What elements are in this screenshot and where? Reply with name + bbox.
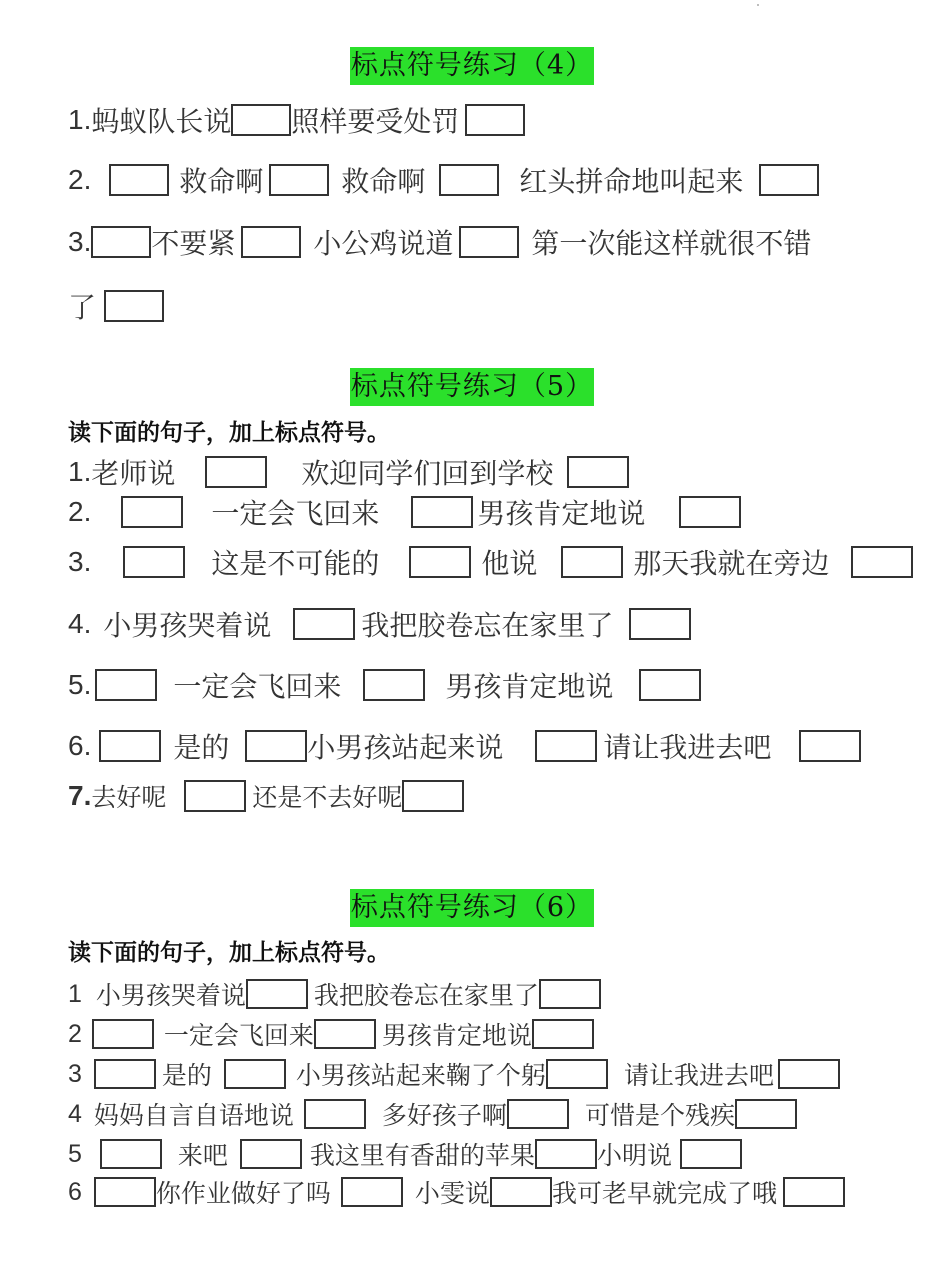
s5-item-3 — [68, 542, 913, 582]
s6-item-2 — [68, 1016, 594, 1052]
answer-box[interactable] — [269, 164, 329, 196]
answer-box[interactable] — [92, 1019, 154, 1049]
sentence-text: 是的 — [161, 1061, 212, 1090]
sentence-text: 小男孩哭着说 — [95, 981, 246, 1010]
answer-box[interactable] — [94, 1059, 156, 1089]
sentence-text: 我把胶卷忘在家里了 — [361, 609, 614, 642]
answer-box[interactable] — [539, 979, 601, 1009]
sentence-text: 多好孩子啊 — [381, 1101, 507, 1130]
answer-box[interactable] — [224, 1059, 286, 1089]
item-number: 3. — [68, 546, 92, 577]
answer-box[interactable] — [363, 669, 425, 701]
answer-box[interactable] — [341, 1177, 403, 1207]
answer-box[interactable] — [246, 979, 308, 1009]
answer-box[interactable] — [535, 1139, 597, 1169]
answer-box[interactable] — [121, 496, 183, 528]
sentence-text: 红头拼命地叫起来 — [519, 165, 744, 198]
item-number: 1 — [68, 979, 82, 1008]
sentence-text: 小公鸡说道 — [313, 227, 454, 260]
item-number: 1. — [68, 104, 92, 135]
answer-box[interactable] — [184, 780, 246, 812]
answer-box[interactable] — [439, 164, 499, 196]
answer-box[interactable] — [629, 608, 691, 640]
section-6-title: 标点符号练习（6） — [350, 889, 594, 927]
answer-box[interactable] — [231, 104, 291, 136]
sentence-text: 还是不去好呢 — [252, 783, 403, 812]
sentence-text: 小雯说 — [414, 1179, 490, 1208]
sentence-text: 照样要受处罚 — [291, 105, 460, 138]
item-number: 7. — [68, 780, 92, 811]
answer-box[interactable] — [123, 546, 185, 578]
s4-item-3-continued — [68, 286, 164, 326]
answer-box[interactable] — [240, 1139, 302, 1169]
item-number: 2. — [68, 164, 92, 195]
answer-box[interactable] — [91, 226, 151, 258]
answer-box[interactable] — [94, 1177, 156, 1207]
sentence-text: 小男孩哭着说 — [103, 609, 272, 642]
section-6-instruction: 读下面的句子，加上标点符号。 — [68, 940, 390, 966]
answer-box[interactable] — [851, 546, 913, 578]
sentence-text: 男孩肯定地说 — [477, 497, 646, 530]
speck — [757, 4, 759, 6]
answer-box[interactable] — [205, 456, 267, 488]
answer-box[interactable] — [104, 290, 164, 322]
s4-item-2 — [68, 160, 819, 200]
answer-box[interactable] — [109, 164, 169, 196]
sentence-text: 欢迎同学们回到学校 — [301, 457, 554, 490]
answer-box[interactable] — [679, 496, 741, 528]
sentence-text: 不要紧 — [151, 227, 236, 260]
answer-box[interactable] — [465, 104, 525, 136]
answer-box[interactable] — [561, 546, 623, 578]
sentence-text: 我可老早就完成了哦 — [551, 1179, 777, 1208]
sentence-text: 一定会飞回来 — [173, 670, 342, 703]
item-number: 4 — [68, 1099, 82, 1128]
sentence-text: 妈妈自言自语地说 — [93, 1101, 294, 1130]
s4-item-3 — [68, 222, 811, 262]
s5-item-4 — [68, 604, 691, 644]
answer-box[interactable] — [411, 496, 473, 528]
sentence-text: 了 — [68, 291, 97, 324]
sentence-text: 一定会飞回来 — [163, 1021, 314, 1050]
answer-box[interactable] — [778, 1059, 840, 1089]
sentence-text: 救命啊 — [341, 165, 426, 198]
item-number: 6. — [68, 730, 92, 761]
sentence-text: 我这里有香甜的苹果 — [309, 1141, 535, 1170]
sentence-text: 请让我进去吧 — [623, 1061, 774, 1090]
sentence-text: 男孩肯定地说 — [381, 1021, 532, 1050]
item-number: 4. — [68, 608, 92, 639]
s6-item-3 — [68, 1056, 840, 1092]
answer-box[interactable] — [95, 669, 157, 701]
s6-item-1 — [68, 976, 601, 1012]
answer-box[interactable] — [490, 1177, 552, 1207]
answer-box[interactable] — [567, 456, 629, 488]
sentence-text: 你作业做好了吗 — [155, 1179, 331, 1208]
section-4-title: 标点符号练习（4） — [350, 47, 594, 85]
item-number: 2 — [68, 1019, 82, 1048]
answer-box[interactable] — [241, 226, 301, 258]
sentence-text: 第一次能这样就很不错 — [531, 227, 812, 260]
answer-box[interactable] — [99, 730, 161, 762]
sentence-text: 救命啊 — [179, 165, 264, 198]
answer-box[interactable] — [759, 164, 819, 196]
answer-box[interactable] — [546, 1059, 608, 1089]
sentence-text: 是的 — [173, 731, 230, 764]
answer-box[interactable] — [507, 1099, 569, 1129]
s5-item-6 — [68, 726, 861, 766]
sentence-text: 老师说 — [91, 457, 176, 490]
answer-box[interactable] — [783, 1177, 845, 1207]
sentence-text: 可惜是个残疾 — [584, 1101, 735, 1130]
sentence-text: 他说 — [481, 547, 538, 580]
answer-box[interactable] — [639, 669, 701, 701]
s5-item-5 — [68, 665, 701, 705]
answer-box[interactable] — [535, 730, 597, 762]
sentence-text: 小明说 — [596, 1141, 672, 1170]
item-number: 3 — [68, 1059, 82, 1088]
sentence-text: 蚂蚁队长说 — [91, 105, 232, 138]
s5-item-1 — [68, 452, 629, 492]
s6-item-5 — [68, 1136, 742, 1172]
answer-box[interactable] — [293, 608, 355, 640]
answer-box[interactable] — [459, 226, 519, 258]
s5-item-7 — [68, 778, 464, 814]
answer-box[interactable] — [735, 1099, 797, 1129]
sentence-text: 男孩肯定地说 — [445, 670, 614, 703]
section-5-instruction: 读下面的句子，加上标点符号。 — [68, 420, 390, 446]
sentence-text: 一定会飞回来 — [211, 497, 380, 530]
s4-item-1 — [68, 100, 525, 140]
sentence-text: 这是不可能的 — [211, 547, 380, 580]
sentence-text: 去好呢 — [91, 783, 167, 812]
sentence-text: 小男孩站起来鞠了个躬 — [295, 1061, 546, 1090]
item-number: 3. — [68, 226, 92, 257]
answer-box[interactable] — [799, 730, 861, 762]
answer-box[interactable] — [532, 1019, 594, 1049]
sentence-text: 小男孩站起来说 — [307, 731, 504, 764]
s6-item-4 — [68, 1096, 797, 1132]
item-number: 1. — [68, 456, 92, 487]
answer-box[interactable] — [100, 1139, 162, 1169]
section-5-title: 标点符号练习（5） — [350, 368, 594, 406]
answer-box[interactable] — [680, 1139, 742, 1169]
sentence-text: 请让我进去吧 — [603, 731, 772, 764]
item-number: 5 — [68, 1139, 82, 1168]
item-number: 2. — [68, 496, 92, 527]
answer-box[interactable] — [409, 546, 471, 578]
item-number: 5. — [68, 669, 92, 700]
s6-item-6 — [68, 1174, 845, 1210]
answer-box[interactable] — [314, 1019, 376, 1049]
sentence-text: 那天我就在旁边 — [633, 547, 830, 580]
s5-item-2 — [68, 492, 741, 532]
item-number: 6 — [68, 1177, 82, 1206]
answer-box[interactable] — [304, 1099, 366, 1129]
answer-box[interactable] — [245, 730, 307, 762]
answer-box[interactable] — [402, 780, 464, 812]
sentence-text: 来吧 — [177, 1141, 228, 1170]
sentence-text: 我把胶卷忘在家里了 — [313, 981, 539, 1010]
